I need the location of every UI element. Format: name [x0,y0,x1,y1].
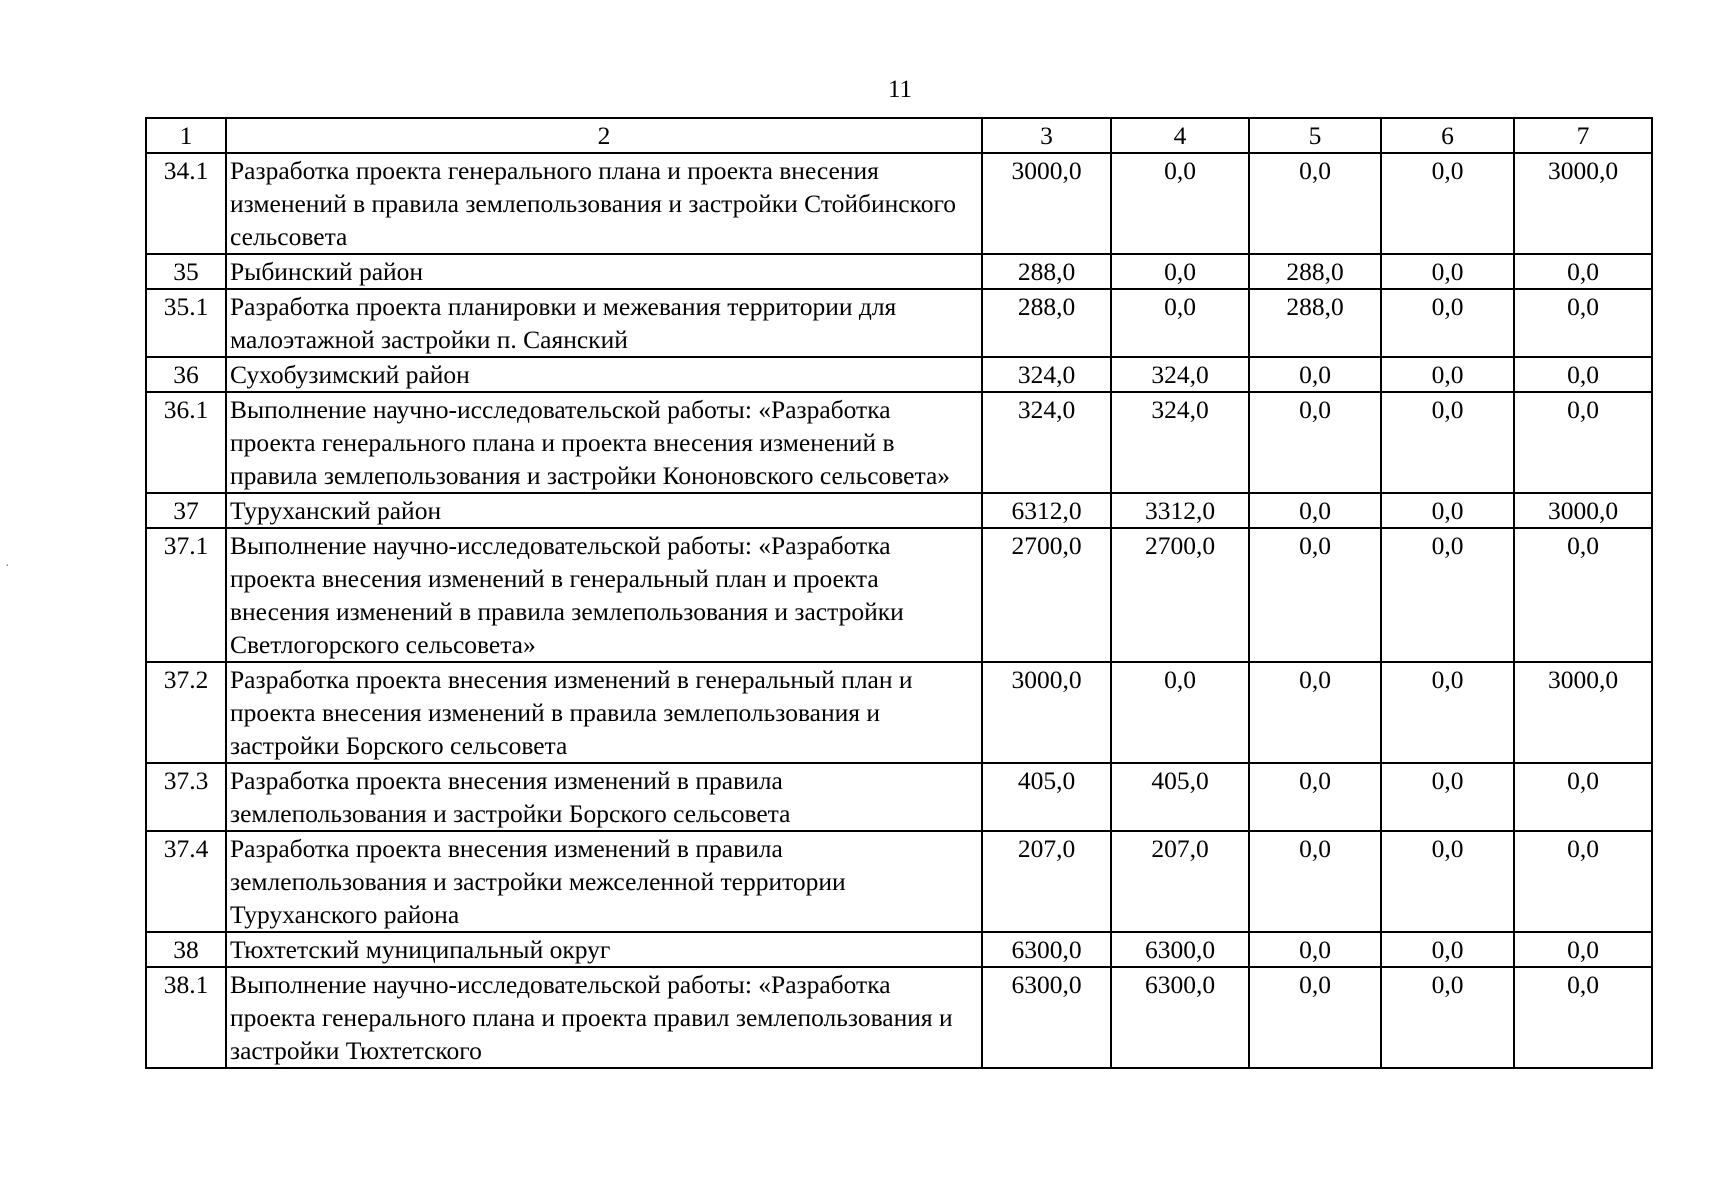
row-number: 37.2 [146,662,226,763]
header-row [146,118,1652,153]
row-value-4: 0,0 [1111,662,1249,763]
row-value-7: 0,0 [1514,831,1652,932]
table-row [146,392,1652,493]
row-value-6: 0,0 [1381,289,1514,357]
row-value-4: 324,0 [1111,392,1249,493]
row-value-6: 0,0 [1381,392,1514,493]
table-row [146,831,1652,932]
header-col-3: 3 [982,118,1111,153]
row-value-6: 0,0 [1381,831,1514,932]
row-name: Тюхтетский муниципальный округ [226,932,982,967]
row-value-5: 0,0 [1249,528,1381,662]
row-value-6: 0,0 [1381,528,1514,662]
row-value-7: 0,0 [1514,932,1652,967]
row-value-5: 0,0 [1249,967,1381,1068]
row-value-7: 0,0 [1514,967,1652,1068]
row-value-4: 2700,0 [1111,528,1249,662]
row-name: Разработка проекта внесения изменений в правила землепользования и застройки межселенной территории Туруханского района [226,831,982,932]
row-value-5: 0,0 [1249,392,1381,493]
row-value-total: 6300,0 [982,932,1111,967]
row-value-7: 0,0 [1514,392,1652,493]
table-row [146,967,1652,1068]
row-value-4: 324,0 [1111,357,1249,392]
row-value-6: 0,0 [1381,662,1514,763]
row-number: 37.4 [146,831,226,932]
row-value-6: 0,0 [1381,967,1514,1068]
row-value-6: 0,0 [1381,493,1514,528]
row-name: Разработка проекта внесения изменений в генеральный план и проекта внесения изменений в правила землепользования и застройки Борского сельсовета [226,662,982,763]
row-value-7: 0,0 [1514,289,1652,357]
table-row [146,662,1652,763]
table-row [146,493,1652,528]
row-number: 34.1 [146,153,226,254]
row-value-6: 0,0 [1381,254,1514,289]
table-row [146,254,1652,289]
row-number: 35.1 [146,289,226,357]
row-value-total: 6312,0 [982,493,1111,528]
table-row [146,763,1652,831]
row-value-6: 0,0 [1381,153,1514,254]
row-value-4: 3312,0 [1111,493,1249,528]
table-row [146,357,1652,392]
row-value-7: 3000,0 [1514,662,1652,763]
row-value-6: 0,0 [1381,932,1514,967]
row-value-5: 0,0 [1249,153,1381,254]
row-value-total: 3000,0 [982,153,1111,254]
row-name: Разработка проекта генерального плана и проекта внесения изменений в правила землепользования и застройки Стойбинского сельсовета [226,153,982,254]
row-name: Выполнение научно-исследовательской работы: «Разработка проекта генерального плана и проекта внесения изменений в правила землепользования и застройки Кононовского сельсовета» [226,392,982,493]
row-value-6: 0,0 [1381,763,1514,831]
row-name: Разработка проекта внесения изменений в правила землепользования и застройки Борского сельсовета [226,763,982,831]
row-number: 37.1 [146,528,226,662]
row-number: 38 [146,932,226,967]
row-value-4: 405,0 [1111,763,1249,831]
row-name: Разработка проекта планировки и межевания территории для малоэтажной застройки п. Саянский [226,289,982,357]
row-value-total: 3000,0 [982,662,1111,763]
row-number: 37.3 [146,763,226,831]
row-value-4: 207,0 [1111,831,1249,932]
row-value-total: 405,0 [982,763,1111,831]
row-value-total: 288,0 [982,289,1111,357]
row-value-4: 6300,0 [1111,932,1249,967]
row-value-4: 0,0 [1111,289,1249,357]
row-value-4: 6300,0 [1111,967,1249,1068]
row-name: Выполнение научно-исследовательской работы: «Разработка проекта внесения изменений в генеральный план и проекта внесения изменений в правила землепользования и застройки Светлогорского сельсовета» [226,528,982,662]
row-value-7: 0,0 [1514,528,1652,662]
row-value-total: 207,0 [982,831,1111,932]
row-number: 36 [146,357,226,392]
row-value-5: 0,0 [1249,357,1381,392]
row-value-7: 3000,0 [1514,153,1652,254]
row-value-5: 288,0 [1249,289,1381,357]
header-col-7: 7 [1514,118,1652,153]
row-value-4: 0,0 [1111,153,1249,254]
row-name: Туруханский район [226,493,982,528]
row-number: 38.1 [146,967,226,1068]
row-value-5: 0,0 [1249,932,1381,967]
row-value-7: 0,0 [1514,763,1652,831]
row-value-total: 6300,0 [982,967,1111,1068]
row-number: 37 [146,493,226,528]
row-value-total: 324,0 [982,357,1111,392]
header-col-6: 6 [1381,118,1514,153]
row-value-total: 2700,0 [982,528,1111,662]
row-value-5: 0,0 [1249,662,1381,763]
row-value-7: 3000,0 [1514,493,1652,528]
row-value-5: 288,0 [1249,254,1381,289]
row-name: Рыбинский район [226,254,982,289]
table-row [146,289,1652,357]
header-col-5: 5 [1249,118,1381,153]
page-number: 11 [887,76,913,103]
header-col-2: 2 [226,118,982,153]
row-value-7: 0,0 [1514,357,1652,392]
row-value-5: 0,0 [1249,493,1381,528]
table-row [146,528,1652,662]
row-value-6: 0,0 [1381,357,1514,392]
row-value-7: 0,0 [1514,254,1652,289]
row-value-total: 324,0 [982,392,1111,493]
header-col-4: 4 [1111,118,1249,153]
row-number: 35 [146,254,226,289]
row-name: Выполнение научно-исследовательской работы: «Разработка проекта генерального плана и проекта правил землепользования и застройки Тюхтетского [226,967,982,1068]
row-value-total: 288,0 [982,254,1111,289]
budget-table [145,117,1653,1069]
stray-mark: · [5,559,10,574]
row-value-5: 0,0 [1249,831,1381,932]
row-value-4: 0,0 [1111,254,1249,289]
table-row [146,932,1652,967]
row-value-5: 0,0 [1249,763,1381,831]
row-name: Сухобузимский район [226,357,982,392]
table-row [146,153,1652,254]
header-col-1: 1 [146,118,226,153]
row-number: 36.1 [146,392,226,493]
